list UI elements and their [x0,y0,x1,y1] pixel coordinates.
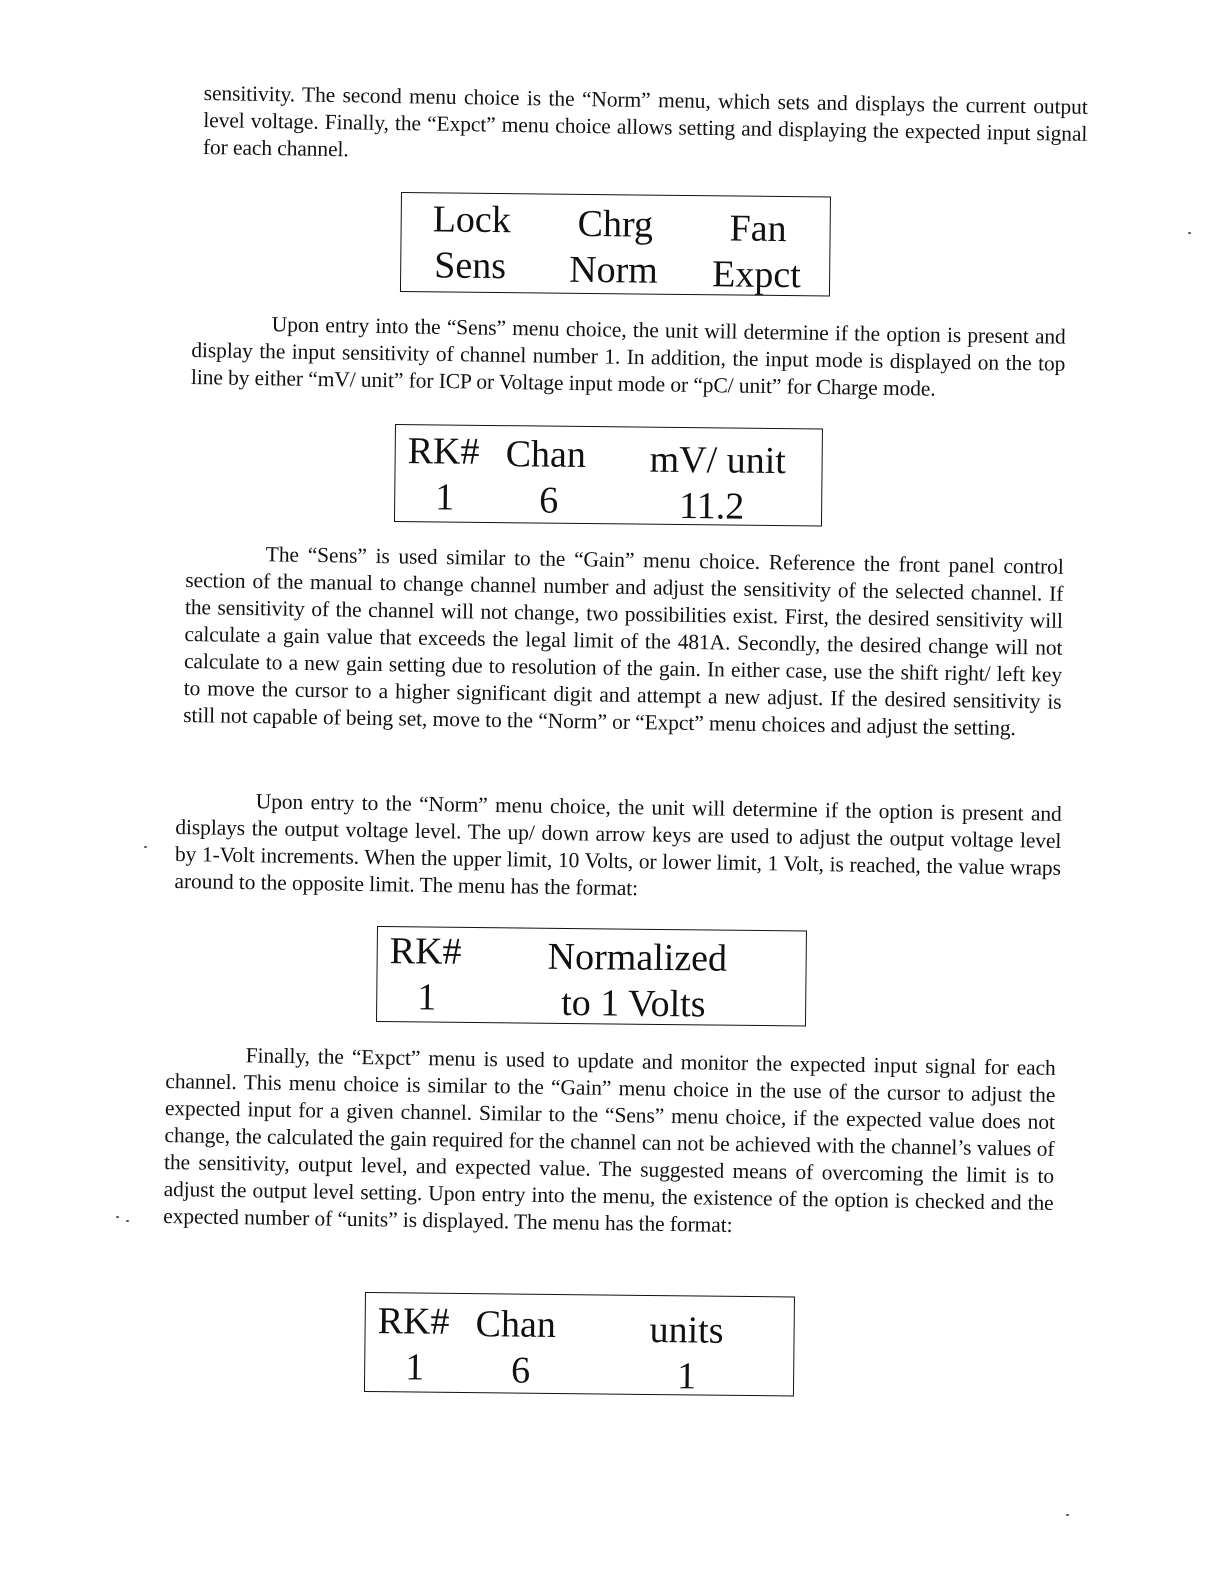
display-label-mv-unit: mV/ unit [649,438,787,483]
display-sens-menu [394,424,823,526]
display-value-sensitivity: 11.2 [678,484,745,528]
display-label-lock: Lock [432,198,512,242]
display-value-rack: 1 [417,976,437,1019]
scan-speck [144,846,147,848]
display-value-units: 1 [676,1355,697,1398]
display-label-chan: Chan [505,433,587,476]
display-label-chrg: Chrg [577,202,654,246]
scan-speck [1188,232,1191,234]
display-value-rack: 1 [435,476,455,519]
display-label-rk: RK# [377,1300,450,1343]
display-norm-menu [376,926,807,1026]
scan-speck [116,1216,119,1218]
display-label-rk: RK# [389,930,462,973]
display-label-fan: Fan [729,207,787,251]
display-label-rk: RK# [407,430,480,473]
display-value-channel: 6 [510,1349,531,1392]
display-label-sens: Sens [434,244,507,288]
display-label-chan: Chan [475,1303,557,1346]
scan-speck [1066,1514,1069,1516]
paragraph-sens-usage: The “Sens” is used similar to the “Gain” menu choice. Reference the front panel control section of the manual to change channel number and adjust the sensitivity of the selected channel. If the sensitivity of the channel will not change, two possibilities exist. First, the desired sensitivity will calculate a gain value that exceeds the legal limit of the 481A. Secondly, the desired change will not calculate to a new gain setting due to resolution of the gain. In either case, use the shift right/ left key to move the cursor to a higher significant digit and attempt a new adjust. If the desired sensitivity is still not capable of being set, move to the “Norm” or “Expct” menu choices and adjust the setting. [183,542,1064,741]
paragraph-sens-entry: Upon entry into the “Sens” menu choice, the unit will determine if the option is present and display the input sensitivity of channel number 1. In addition, the input mode is displayed on the top line by either “mV/ unit” for ICP or Voltage input mode or “pC/ unit” for Charge mode. [190,312,1066,401]
display-label-normalized: Normalized [547,935,728,980]
display-expct-menu [364,1292,795,1396]
display-value-rack: 1 [404,1346,425,1389]
paragraph-expct-menu: Finally, the “Expct” menu is used to update and monitor the expected input signal for each channel. This menu choice is similar to the “Gain” menu choice in the use of the cursor to adjust the expected input for a given channel. Similar to the “Sens” menu choice, if the expected value does not change, the calculated the gain required for the channel can not be achieved with the channel’s values of the sensitivity, output level, and expected value. The suggested means of overcoming the limit is to adjust the output level setting. Upon entry into the menu, the existence of the option is checked and the expected number of “units” is displayed. The menu has the format: [163,1043,1056,1237]
scan-speck [126,1220,129,1222]
display-value-norm-volts: to 1 Volts [560,981,706,1026]
display-label-expct: Expct [711,253,802,297]
display-value-channel: 6 [538,479,559,522]
paragraph-norm-entry: Upon entry to the “Norm” menu choice, the unit will determine if the option is present and displays the output voltage level. The up/ down arrow keys are used to adjust the output voltage level by 1-Volt increments. When the upper limit, 10 Volts, or lower limit, 1 Volt, is reached, the value wraps around to the opposite limit. The menu has the format: [174,789,1062,901]
display-main-menu [400,192,831,296]
display-label-norm: Norm [568,248,659,292]
paragraph-norm-expct-intro: sensitivity. The second menu choice is the “Norm” menu, which sets and displays the current output level voltage. Finally, the “Expct” menu choice allows setting and displaying the expected input signal for each channel. [202,80,1088,162]
display-label-units: units [649,1308,724,1352]
